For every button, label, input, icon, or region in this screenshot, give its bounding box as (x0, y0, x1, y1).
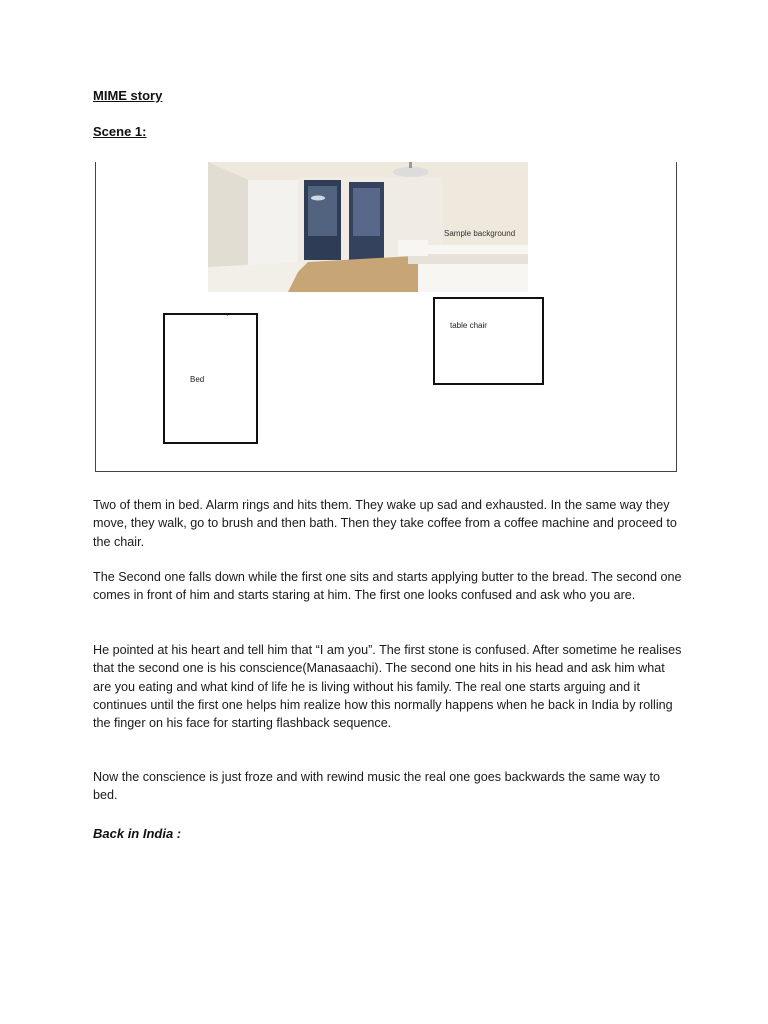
document-title: MIME story (93, 88, 163, 103)
back-in-india-heading: Back in India : (93, 826, 182, 841)
sample-background-photo (208, 162, 528, 292)
bed-placeholder (163, 313, 258, 444)
photo-caption: Sample background (444, 229, 516, 238)
paragraph-3: He pointed at his heart and tell him that “I am you”. The first stone is confused. After sometime he realises that the second one is his conscience(Manasaachi). The second one hits in his head and ask him what are you eating and what kind of life he is living without his family. The real one starts arguing and it continues until the first one helps him realize how this normally happens when he back in India by rolling the finger on his face for starting flashback sequence. (93, 643, 682, 731)
scene-layout-diagram (95, 162, 677, 472)
paragraph-4: Now the conscience is just froze and with rewind music the real one goes backwards the same way to bed. (93, 770, 660, 803)
bed-label: Bed (190, 375, 205, 384)
table-chair-label: table chair (450, 321, 487, 330)
scene-heading: Scene 1: (93, 124, 147, 139)
paragraph-1: Two of them in bed. Alarm rings and hits them. They wake up sad and exhausted. In the same way they move, they walk, go to brush and then bath. Then they take coffee from a coffee machine and proceed to the chair. (93, 498, 677, 549)
table-chair-placeholder (433, 297, 544, 385)
room-photo-illustration (208, 162, 528, 292)
stray-mark: ˊ (226, 314, 229, 323)
paragraph-2: The Second one falls down while the first one sits and starts applying butter to the bread. The second one comes in front of him and starts staring at him. The first one looks confused and ask who you are. (93, 570, 682, 603)
